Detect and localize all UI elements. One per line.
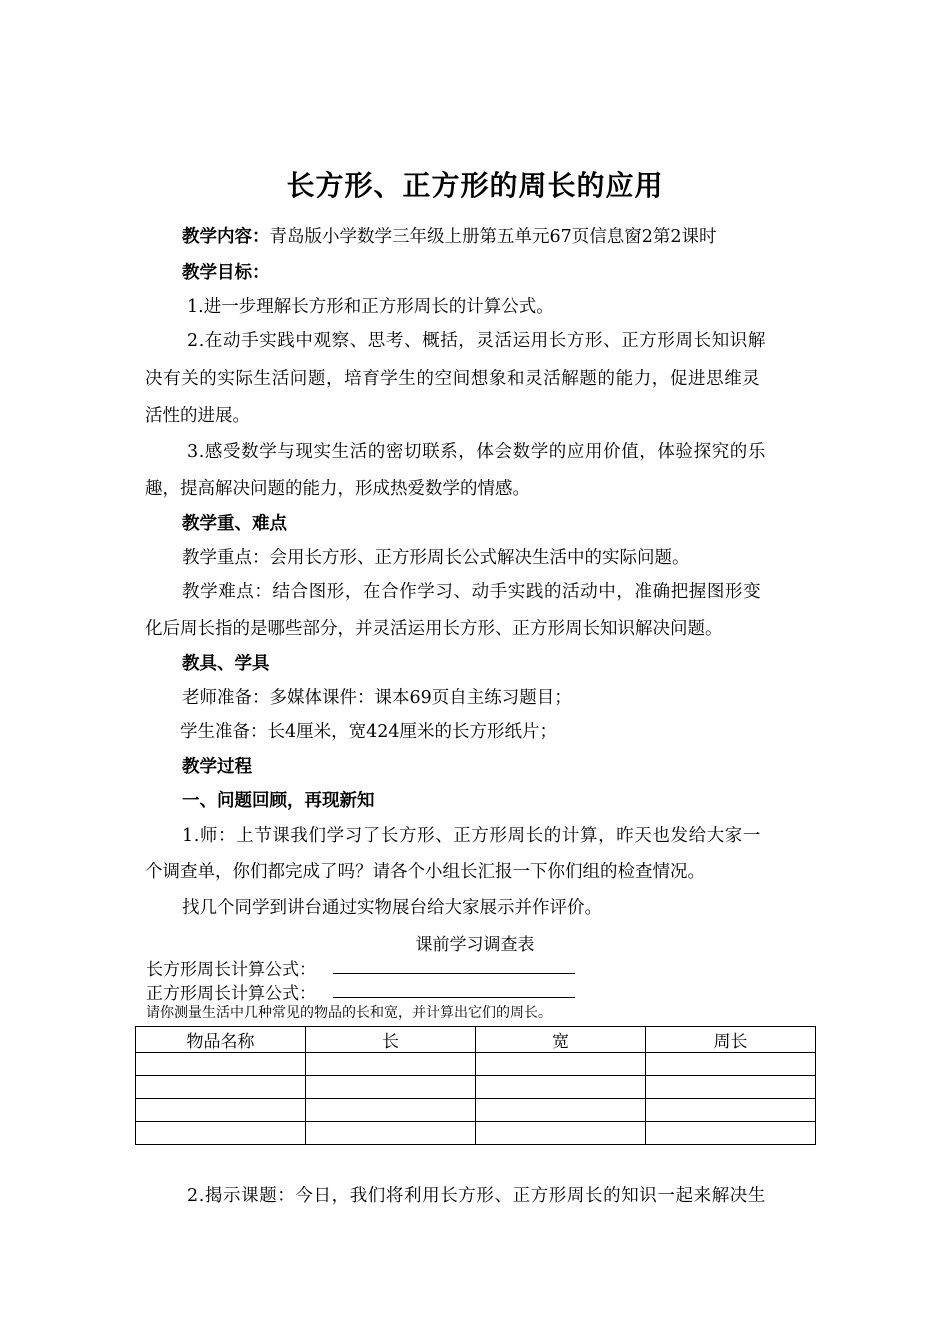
table-cell (136, 1122, 306, 1145)
table-cell (136, 1099, 306, 1122)
table-cell (306, 1053, 476, 1076)
teaching-content-text: 青岛版小学数学三年级上册第五单元67页信息窗2第2课时 (269, 227, 717, 247)
column-header: 周长 (646, 1027, 816, 1053)
column-header: 物品名称 (136, 1027, 306, 1053)
table-cell (476, 1076, 646, 1099)
key-points-heading: 教学重、难点 (182, 514, 287, 534)
table-cell (476, 1122, 646, 1145)
goal-item: 1.进一步理解长方形和正方形周长的计算公式。 (187, 297, 554, 317)
formula-rect-blank (333, 973, 575, 974)
table-cell (306, 1076, 476, 1099)
table-cell (646, 1076, 816, 1099)
table-row (136, 1099, 816, 1122)
page-title: 长方形、正方形的周长的应用 (286, 169, 664, 202)
table-cell (136, 1076, 306, 1099)
formula-square-blank (333, 997, 575, 998)
table-cell (646, 1099, 816, 1122)
section-heading: 一、问题回顾，再现新知 (182, 791, 375, 811)
paragraph: 找几个同学到讲台通过实物展台给大家展示并作评价。 (182, 898, 602, 918)
teaching-content-label: 教学内容： (182, 227, 270, 247)
goal-item: 决有关的实际生活问题，培育学生的空间想象和灵活解题的能力，促进思维灵 (145, 369, 761, 389)
student-prep: 学生准备：长4厘米，宽424厘米的长方形纸片； (180, 722, 558, 742)
table-cell (646, 1053, 816, 1076)
paragraph: 2.揭示课题：今日，我们将利用长方形、正方形周长的知识一起来解决生 (187, 1186, 766, 1206)
survey-note: 请你测量生活中几种常见的物品的长和宽，并计算出它们的周长。 (146, 1005, 552, 1021)
table-cell (306, 1122, 476, 1145)
survey-table (135, 1026, 816, 1145)
formula-rect-label: 长方形周长计算公式： (146, 960, 316, 980)
table-cell (646, 1122, 816, 1145)
column-header: 长 (306, 1027, 476, 1053)
teacher-prep: 老师准备：多媒体课件：课本69页自主练习题目； (182, 688, 572, 708)
key-focus: 教学重点：会用长方形、正方形周长公式解决生活中的实际问题。 (182, 548, 690, 568)
goal-item: 趣，提高解决问题的能力，形成热爱数学的情感。 (145, 479, 530, 499)
teaching-content (182, 225, 717, 249)
table-row (136, 1122, 816, 1145)
formula-square-label: 正方形周长计算公式： (146, 984, 316, 1004)
key-difficulty: 教学难点：结合图形，在合作学习、动手实践的活动中，准确把握图形变 (182, 582, 762, 602)
tools-heading: 教具、学具 (182, 654, 270, 674)
goals-heading: 教学目标： (182, 263, 270, 283)
table-header-row (136, 1027, 816, 1053)
column-header: 宽 (476, 1027, 646, 1053)
table-cell (136, 1053, 306, 1076)
process-heading: 教学过程 (182, 757, 252, 777)
paragraph: 个调查单，你们都完成了吗？请各个小组长汇报一下你们组的检查情况。 (145, 862, 705, 882)
goal-item: 2.在动手实践中观察、思考、概括，灵活运用长方形、正方形周长知识解 (187, 331, 766, 351)
table-row (136, 1076, 816, 1099)
goal-item: 活性的进展。 (145, 406, 250, 426)
paragraph: 1.师：上节课我们学习了长方形、正方形周长的计算，昨天也发给大家一 (182, 826, 761, 846)
table-cell (476, 1053, 646, 1076)
survey-title: 课前学习调查表 (415, 935, 535, 955)
table-cell (306, 1099, 476, 1122)
table-row (136, 1053, 816, 1076)
table-cell (476, 1099, 646, 1122)
goal-item: 3.感受数学与现实生活的密切联系，体会数学的应用价值，体验探究的乐 (187, 442, 766, 462)
key-difficulty-cont: 化后周长指的是哪些部分，并灵活运用长方形、正方形周长知识解决问题。 (145, 619, 723, 639)
